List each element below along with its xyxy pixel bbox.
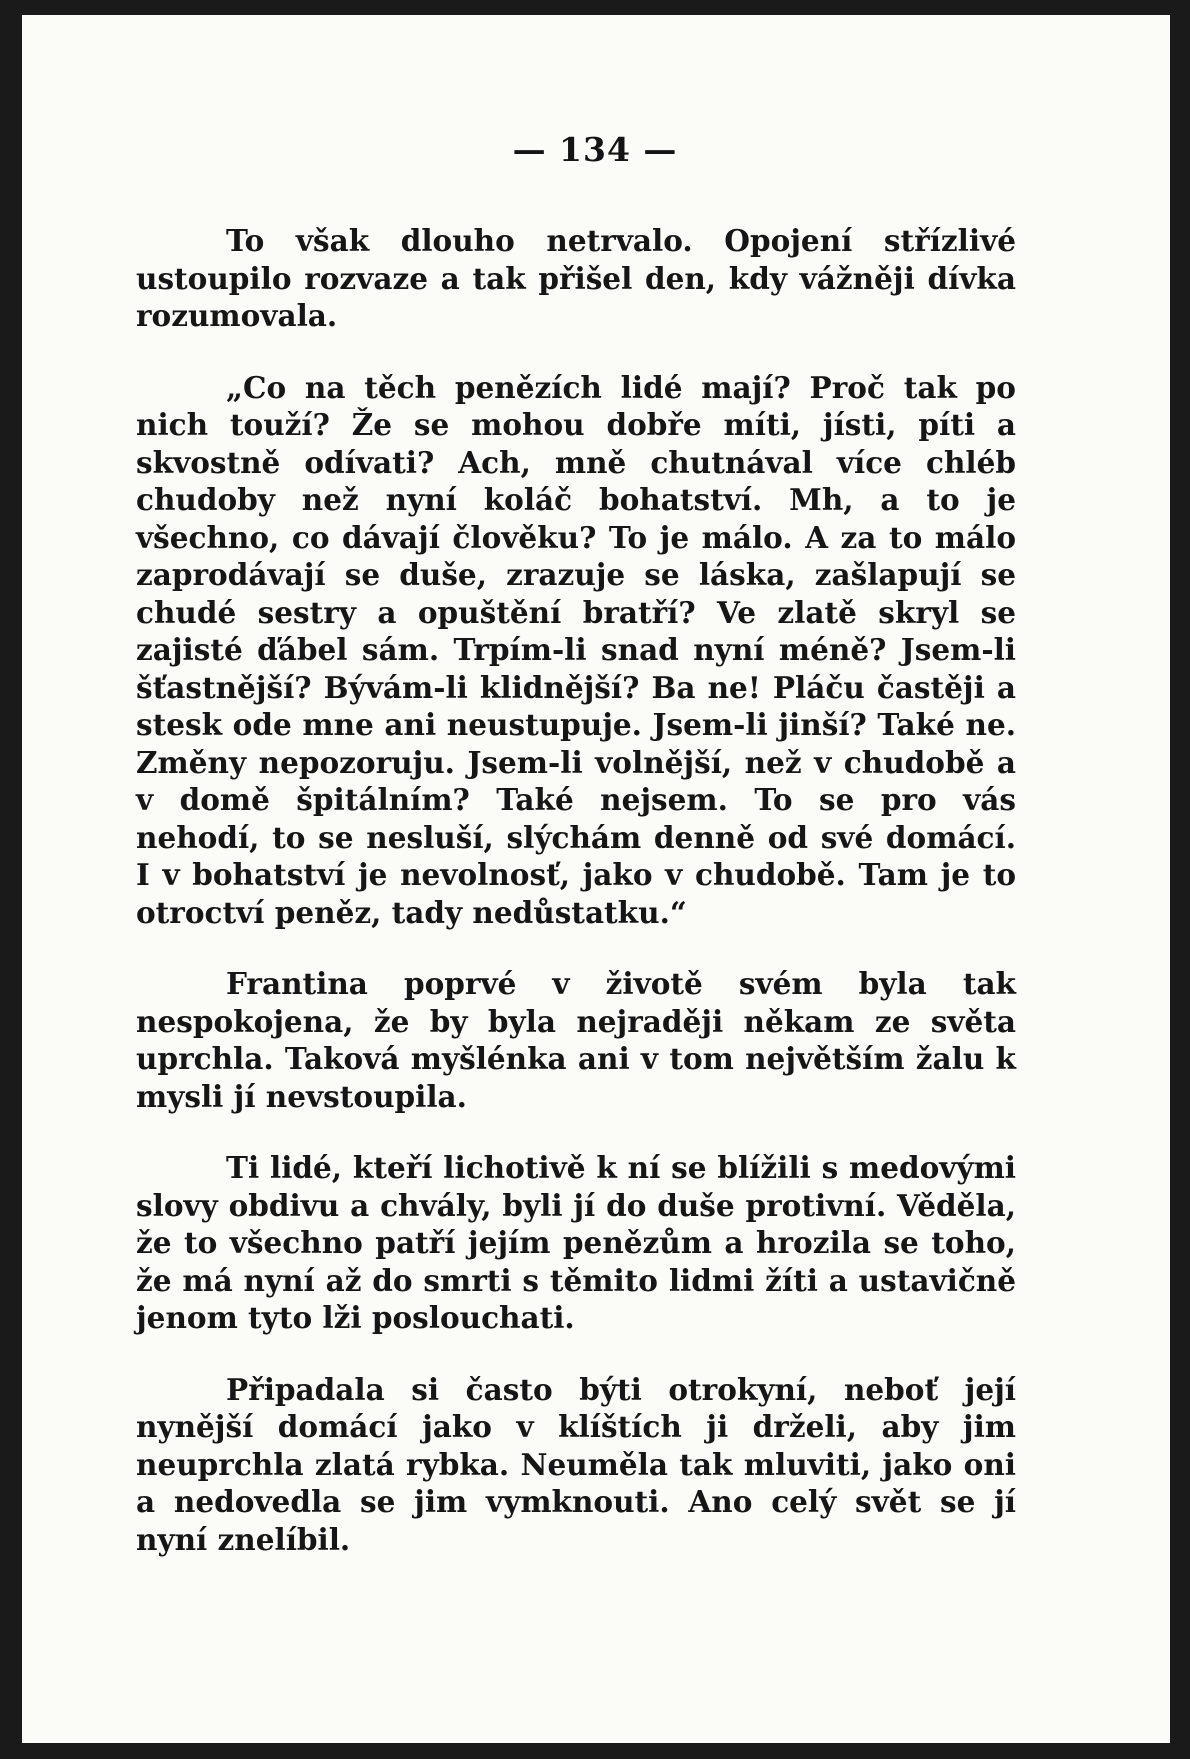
paragraph-1: To však dlouho netrvalo. Opojení střízlivé ustoupilo rozvaze a tak přišel den, kdy vážněji dívka rozumovala. [136,223,1016,333]
paragraph-3: Frantina poprvé v životě svém byla tak nespokojena, že by byla nejraději někam ze světa uprchla. Taková myšlénka ani v tom největším žalu k mysli jí nevstoupila. [136,966,1016,1114]
paragraph-2: „Co na těch penězích lidé mají? Proč tak po nich touží? Že se mohou dobře míti, jísti, píti a skvostně odívati? Ach, mně chutnával více chléb chudoby než nyní koláč bohatství. Mh, a to je všechno, co dávají člověku? To je málo. A za to málo zaprodávají se duše, zrazuje se láska, zašlapují se chudé sestry a opuštění bratří? Ve zlatě skryl se zajisté ďábel sám. Trpím-li snad nyní méně? Jsem-li šťastnější? Bývám-li klidnější? Ba ne! Pláču častěji a stesk ode mne ani neustupuje. Jsem-li jinší? Také ne. Změny nepozoruju. Jsem-li volnější, než v chudobě a v domě špitálním? Také nejsem. To se pro vás nehodí, to se nesluší, slýchám denně od své domácí. I v bohatství je nevolnosť, jako v chudobě. Tam je to otroctví peněz, tady nedůstatku.“ [136,369,1016,930]
page-number: — 134 — [512,130,678,169]
body-text [136,222,1016,1558]
paragraph-5: Připadala si často býti otrokyní, neboť její nynější domácí jako v klíštích ji drželi, aby jim neuprchla zlatá rybka. Neuměla tak mluviti, jako oni a nedovedla se jim vymknouti. Ano celý svět se jí nyní znelíbil. [136,1371,1016,1557]
paragraph-4: Ti lidé, kteří lichotivě k ní se blížili s medovými slovy obdivu a chvály, byli jí do duše protivní. Věděla, že to všechno patří jejím penězům a hrozila se toho, že má nyní až do smrti s těmito lidmi žíti a ustavičně jenom tyto lži poslouchati. [136,1150,1016,1335]
